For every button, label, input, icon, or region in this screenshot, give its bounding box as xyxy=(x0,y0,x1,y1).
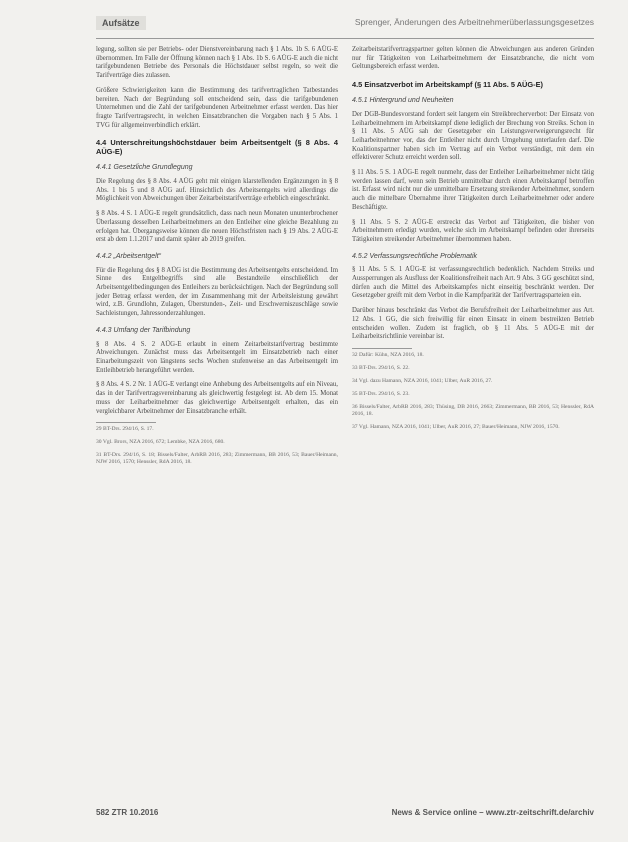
footnote: 29 BT-Drs. 294/16, S. 17. xyxy=(96,426,154,433)
paragraph: § 8 Abs. 4 S. 1 AÜG-E regelt grundsätzlich, dass nach neun Monaten ununterbrochener Überlassung desselben Leiharbeitnehmers an den Entleiher eine gleiche Bezahlung zu erfolgen hat. Übergangsweise können die neuen Höchstfristen nach § 19 Abs. 2 AÜG-E erst ab dem 1.1.2017 und damit später ab 2019 greifen. xyxy=(96,210,338,244)
paragraph: Für die Regelung des § 8 AÜG ist die Bestimmung des Arbeitsentgelts entscheidend. Im Sinne des Entgeltbegriffs sind alle Bestandteile einschließlich der Arbeitsentgeltbedingungen des Entleihers zu berücksichtigen. Nach der Begründung soll jeder Betrag erfasst werden, der im Zusammenhang mit der Arbeitsleistung gewährt wird, z.B. Grundlohn, Zulagen, Überstunden-, Zeit- und Erschwerniszuschläge sowie Sachleistungen, Jahressonderzahlungen. xyxy=(96,266,338,318)
paragraph: Zeitarbeitstarifvertragspartner gelten können die Abweichungen aus anderen Gründen nur für Tätigkeiten von Leiharbeitnehmern der Einsatzbranche, die nicht vom Geltungsbereich erfasst werden. xyxy=(352,46,594,71)
paragraph: § 8 Abs. 4 S. 2 AÜG-E erlaubt in einem Zeitarbeitstarifvertrag bestimmte Abweichungen. Zunächst muss das Arbeitsentgelt im Einsatzbetrieb nach einer Einarbeitungszeit von längstens sechs Wochen stufenweise an das Arbeitsentgelt im Entleihbetrieb herangeführt werden. xyxy=(96,340,338,374)
footnote: 32 Dafür: Kühn, NZA 2016, 18. xyxy=(352,351,424,358)
footnote-rule xyxy=(352,348,412,349)
running-title: Sprenger, Änderungen des Arbeitnehmerüberlassungsgesetzes xyxy=(354,17,594,27)
page-header xyxy=(96,14,594,36)
footnote: 35 BT-Drs. 294/16, S. 23. xyxy=(352,390,410,397)
paragraph: § 11 Abs. 5 S. 1 AÜG-E regelt nunmehr, dass der Entleiher Leiharbeitnehmer nicht tätig werden lassen darf, wenn sein Betrieb unmittelbar durch einen Arbeitskampf betroffen ist. Erfasst wird nicht nur die unmittelbare Ersetzung streikender Arbeitnehmer, sondern auch die mittelbare Übernahme ihrer Tätigkeiten durch Leiharbeitnehmer oder andere Beschäftigte. xyxy=(352,169,594,211)
subsection-heading: 4.4.2 „Arbeitsentgelt“ xyxy=(96,252,161,260)
footnote: 33 BT-Drs. 294/16, S. 22. xyxy=(352,364,410,371)
paragraph: Größere Schwierigkeiten kann die Bestimmung des tarifvertraglichen Tatbestandes bereiten. Nach der Begründung soll entscheidend sein, dass die tarifgebundenen Unternehmen und die Zahl der tarifgebundenen Arbeitnehmer erfasst werden. Das hier fragte Tarifvertragsrecht, in welchen Einsatzbranchen die Vorgaben nach § 5 Abs. 1 TVG für allgemeinverbindlich erklärt. xyxy=(96,86,338,129)
right-column xyxy=(352,46,594,437)
left-column xyxy=(96,46,338,472)
page-footer xyxy=(96,808,594,822)
footnote: 30 Vgl. Brors, NZA 2016, 672; Lembke, NZA 2016, 680. xyxy=(96,439,225,446)
paragraph: § 11 Abs. 5 S. 2 AÜG-E erstreckt das Verbot auf Tätigkeiten, die bisher von Arbeitnehmern erledigt wurden, welche sich im Arbeitskampf befinden oder ihrerseits Tätigkeiten streikender Arbeitnehmer übernommen haben. xyxy=(352,218,594,243)
online-archive-link[interactable]: News & Service online – www.ztr-zeitschrift.de/archiv xyxy=(391,808,594,817)
page-number-and-journal: 582 ZTR 10.2016 xyxy=(96,808,159,817)
section-heading: 4.5 Einsatzverbot im Arbeitskampf (§ 11 Abs. 5 AÜG-E) xyxy=(352,80,543,90)
footnote: 37 Vgl. Hamann, NZA 2016, 1041; Ulber, AuR 2016, 27; Bauer/Heimann, NJW 2016, 1570. xyxy=(352,423,560,430)
paragraph: Die Regelung des § 8 Abs. 4 AÜG geht mit einigen klarstellenden Ergänzungen in § 8 Abs. 1 bis 5 und 8 AÜG auf. Hinsichtlich des Arbeitsentgelts wird allerdings die Möglichkeit von Abweichungen über Zeitarbeitstarifverträge erheblich eingeschränkt. xyxy=(96,178,338,203)
paragraph: Der DGB-Bundesvorstand fordert seit langem ein Streikbrecherverbot: Der Einsatz von Leiharbeitnehmern im Arbeitskampf diene lediglich der Brechung von Streiks. Schon in § 11 Abs. 5 AÜG sah der Gesetzgeber ein Leistungsverweigerungsrecht für Leiharbeitnehmer vor, das der Entleiher nicht durch Umgehung unterlaufen darf. Die Koalitionspartner haben sich im Vertrag auf ein Verbot verständigt, mit dem ein effektiverer Schutz erreicht werden soll. xyxy=(352,110,594,162)
subsection-heading: 4.5.1 Hintergrund und Neuheiten xyxy=(352,97,454,105)
paragraph: § 8 Abs. 4 S. 2 Nr. 1 AÜG-E verlangt eine Anhebung des Arbeitsentgelts auf ein Niveau, das in der Tarifvertragsvereinbarung als gleichwertig festgelegt ist. Ab dem 15. Monat muss der Leiharbeitnehmer das gleichwertige Arbeitsentgelt erhalten, das ein vergleichbarer Arbeitnehmer der Einsatzbranche erhält. xyxy=(96,381,338,415)
subsection-heading: 4.4.1 Gesetzliche Grundlegung xyxy=(96,164,193,172)
section-tag: Aufsätze xyxy=(96,16,146,30)
paragraph: legung, sollten sie per Betriebs- oder Dienstvereinbarung nach § 1 Abs. 1b S. 6 AÜG-E übernommen. Im Falle der Öffnung können nach § 1 Abs. 1b S. 6 AÜG-E auch die nicht tarifgebundenen Betriebe des Personals die Höchstdauer selbst regeln, so weit die Tarifverträge dies zulassen. xyxy=(96,46,338,80)
footnote: 36 Bissels/Falter, ArbRB 2016, 283; Thüsing, DB 2016, 2663; Zimmermann, BB 2016, 53; Henssler, RdA 2016, 18. xyxy=(352,403,594,417)
footnote-rule xyxy=(96,422,156,423)
paragraph: Darüber hinaus beschränkt das Verbot die Berufsfreiheit der Leiharbeitnehmer aus Art. 12 Abs. 1 GG, die sich freiwillig für einen Einsatz in einem bestreikten Betrieb entscheiden wollen. Zudem ist fraglich, ob § 11 Abs. 5 AÜG-E mit der Leiharbeitsrichtlinie vereinbar ist. xyxy=(352,307,594,341)
paragraph: § 11 Abs. 5 S. 1 AÜG-E ist verfassungsrechtlich bedenklich. Nachdem Streiks und Aussperrungen als Ausfluss der Koalitionsfreiheit nach Art. 9 Abs. 3 GG geschützt sind, dürfen auch die Mittel des Arbeitskampfes nicht einseitig beschränkt werden. Der Gesetzgeber greift mit dem Verbot in die Kampfparität der Tarifvertragsparteien ein. xyxy=(352,266,594,300)
footnote: 34 Vgl. dazu Hamann, NZA 2016, 1041; Ulber, AuR 2016, 27. xyxy=(352,377,493,384)
header-rule xyxy=(96,38,594,39)
footnote: 31 BT-Drs. 294/16, S. 18; Bissels/Falter, ArbRB 2016, 283; Zimmermann, BB 2016, 53; Bauer/Heimann, NJW 2016, 1570; Henssler, RdA 2016, 18. xyxy=(96,452,338,466)
subsection-heading: 4.5.2 Verfassungsrechtliche Problematik xyxy=(352,252,478,260)
section-heading: 4.4 Unterschreitungshöchstdauer beim Arbeitsentgelt (§ 8 Abs. 4 AÜG-E) xyxy=(96,138,338,157)
subsection-heading: 4.4.3 Umfang der Tarifbindung xyxy=(96,326,191,334)
